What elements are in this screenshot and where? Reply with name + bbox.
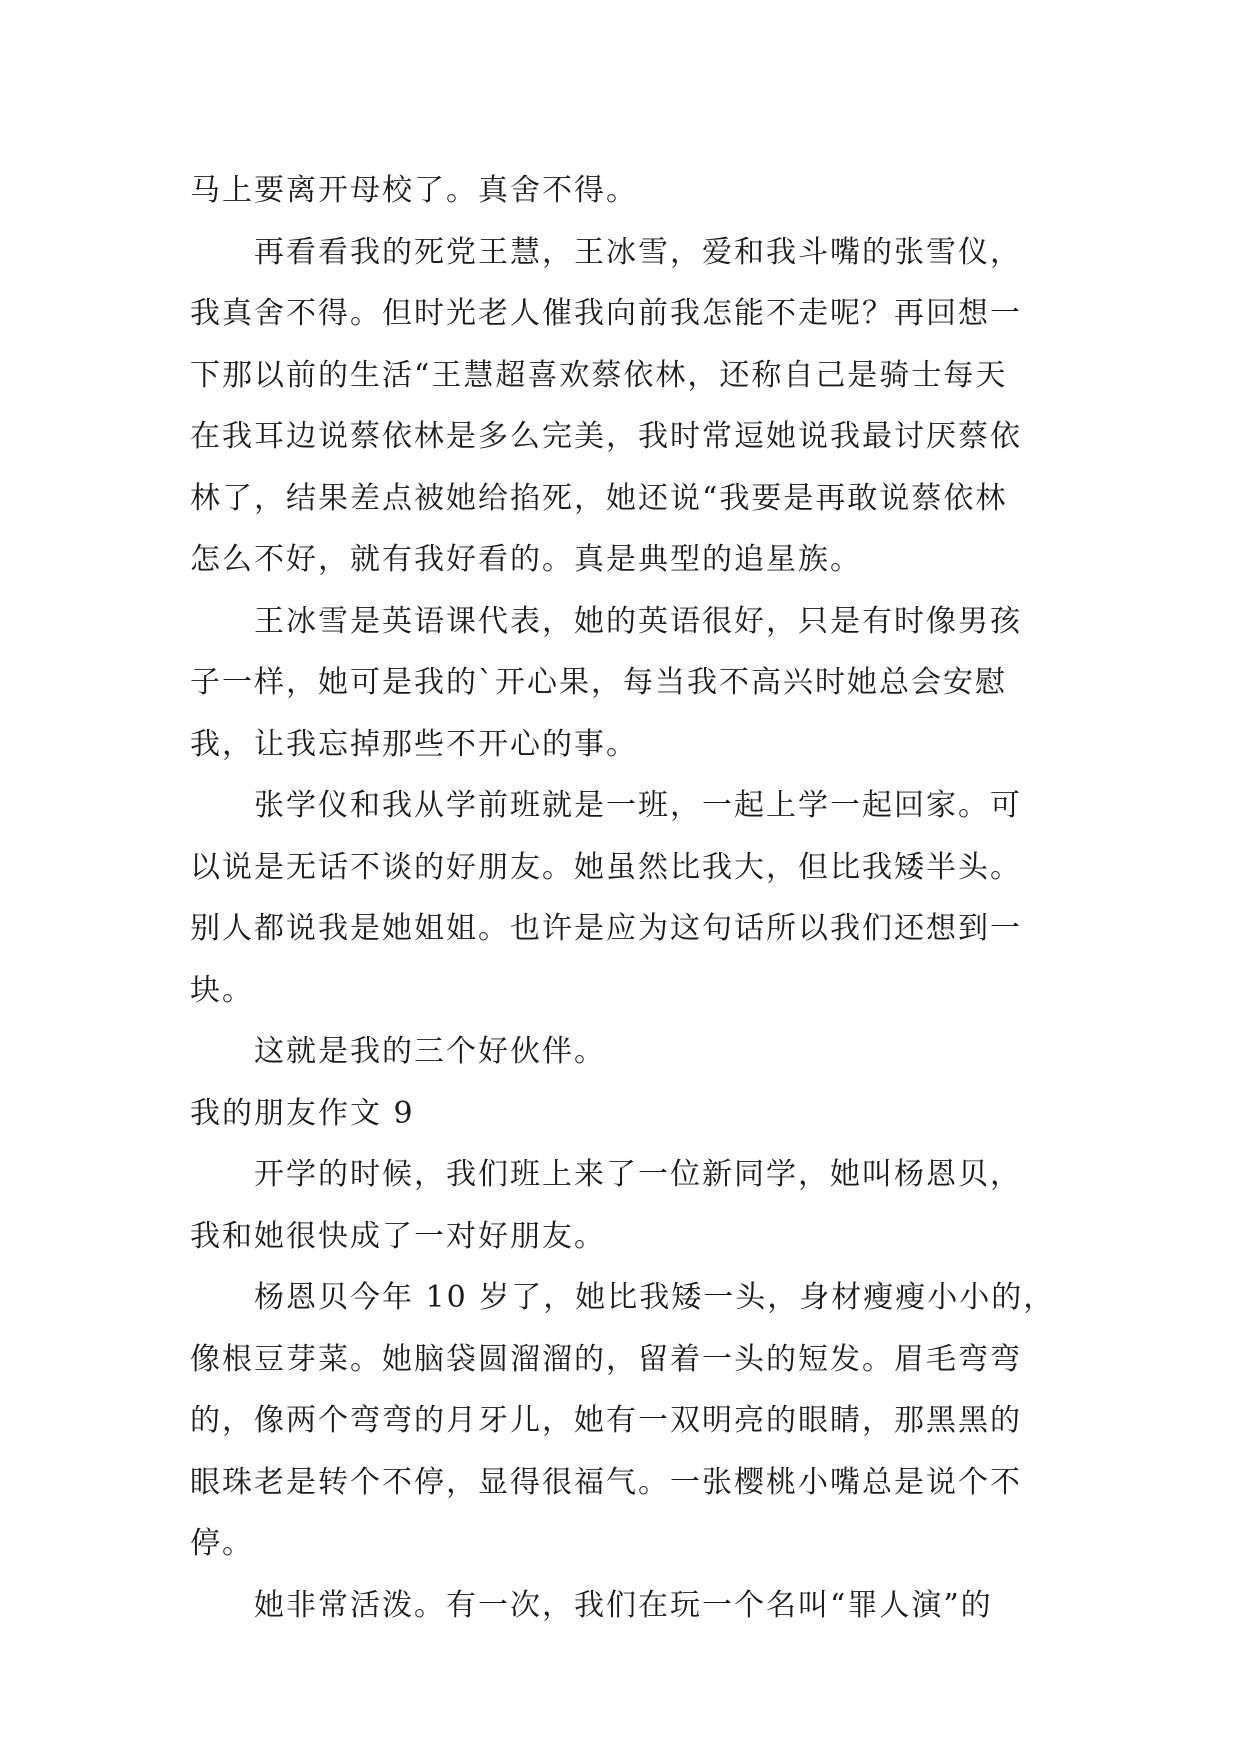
text-line: 块。	[190, 972, 254, 1008]
text-line: 我真舍不得。但时光老人催我向前我怎能不走呢？再回想一	[190, 296, 1022, 331]
text-line: 我和她很快成了一对好朋友。	[190, 1218, 606, 1254]
text-line: 眼珠老是转个不停，显得很福气。一张樱桃小嘴总是说个不	[190, 1464, 1022, 1500]
document-body	[190, 160, 1070, 1636]
text-line: 张学仪和我从学前班就是一班，一起上学一起回家。可	[254, 788, 1022, 823]
text-line: 在我耳边说蔡依林是多么完美，我时常逗她说我最讨厌蔡依	[190, 419, 1022, 454]
section-heading: 我的朋友作文 9	[190, 1095, 415, 1131]
text-line: 下那以前的生活“王慧超喜欢蔡依林，还称自己是骑士每天	[190, 357, 1008, 393]
text-line: 开学的时候，我们班上来了一位新同学，她叫杨恩贝，	[254, 1157, 1022, 1192]
text-line: 她非常活泼。有一次，我们在玩一个名叫“罪人演”的	[254, 1587, 993, 1623]
text-line: 像根豆芽菜。她脑袋圆溜溜的，留着一头的短发。眉毛弯弯	[190, 1341, 1022, 1377]
text-line: 以说是无话不谈的好朋友。她虽然比我大，但比我矮半头。	[190, 849, 1022, 885]
text-line: 这就是我的三个好伙伴。	[254, 1034, 606, 1069]
text-line: 我，让我忘掉那些不开心的事。	[190, 726, 638, 762]
text-line: 林了，结果差点被她给掐死，她还说“我要是再敢说蔡依林	[190, 480, 1008, 516]
text-line: 马上要离开母校了。真舍不得。	[190, 173, 638, 208]
text-line: 再看看我的死党王慧，王冰雪，爱和我斗嘴的张雪仪，	[254, 234, 1022, 270]
text-line: 别人都说我是她姐姐。也许是应为这句话所以我们还想到一	[190, 911, 1022, 946]
text-line: 子一样，她可是我的`开心果，每当我不高兴时她总会安慰	[190, 665, 1007, 700]
text-line: 杨恩贝今年 10 岁了，她比我矮一头，身材瘦瘦小小的，	[254, 1280, 1056, 1315]
text-line: 停。	[190, 1526, 254, 1561]
text-line: 怎么不好，就有我好看的。真是典型的追星族。	[190, 542, 862, 577]
text-line: 的，像两个弯弯的月牙儿，她有一双明亮的眼睛，那黑黑的	[190, 1403, 1022, 1438]
text-line: 王冰雪是英语课代表，她的英语很好，只是有时像男孩	[254, 603, 1022, 639]
